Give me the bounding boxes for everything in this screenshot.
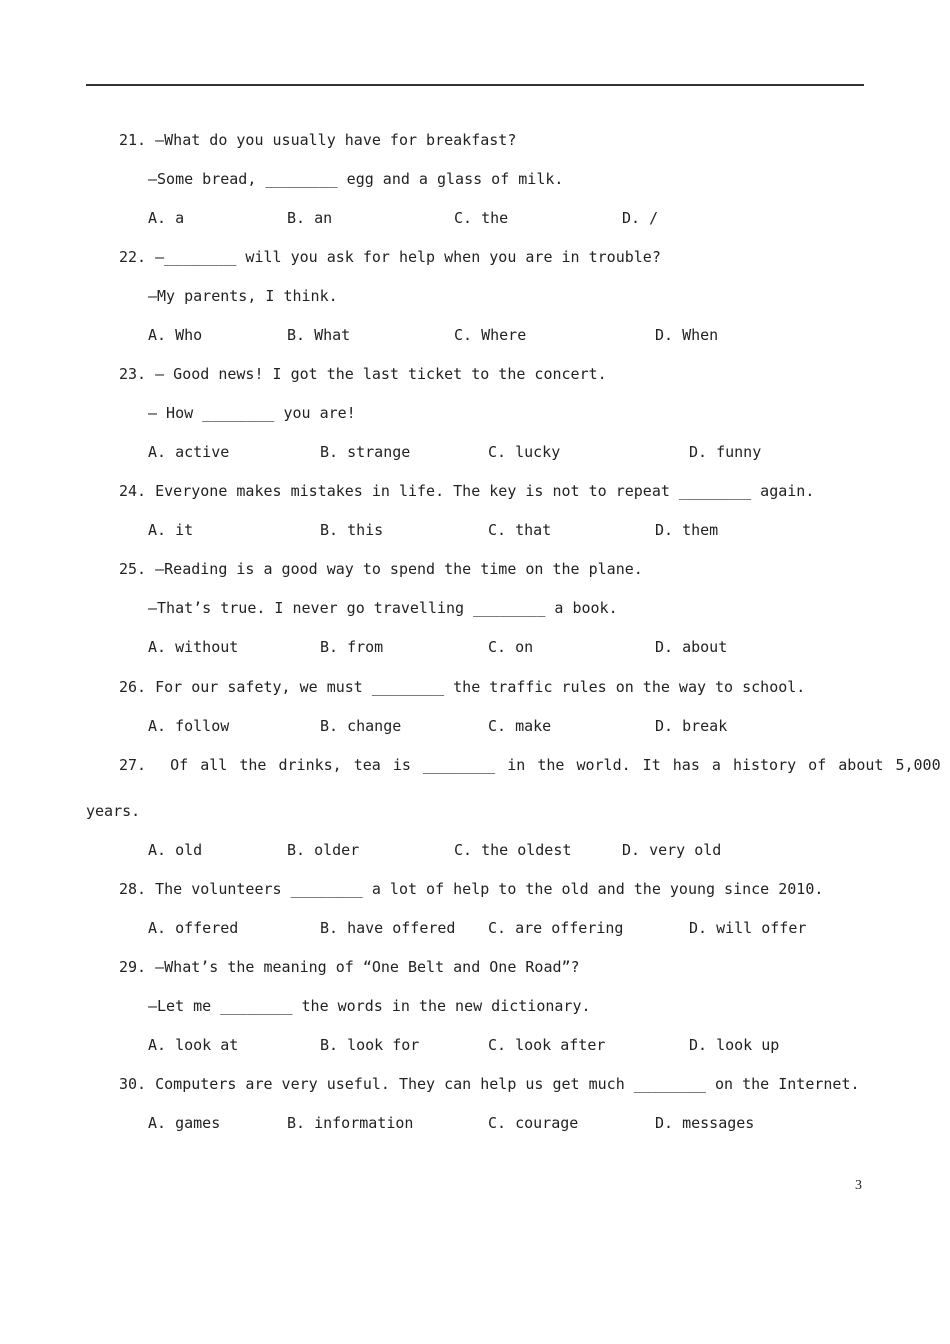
- question-26-option-a[interactable]: A. follow: [148, 717, 230, 735]
- question-27-continuation: years.: [86, 802, 141, 820]
- question-24-option-c[interactable]: C. that: [488, 521, 552, 539]
- question-30-stem: 30. Computers are very useful. They can help us get much ________ on the Internet.: [119, 1075, 860, 1093]
- question-26-option-b[interactable]: B. change: [320, 717, 402, 735]
- question-21-stem: 21. —What do you usually have for breakfast?: [119, 131, 517, 149]
- question-30-option-a[interactable]: A. games: [148, 1114, 221, 1132]
- question-28-option-b[interactable]: B. have offered: [320, 919, 456, 937]
- question-24-stem: 24. Everyone makes mistakes in life. The key is not to repeat ________ again.: [119, 482, 815, 500]
- question-25-option-c[interactable]: C. on: [488, 638, 534, 656]
- question-27-option-a[interactable]: A. old: [148, 841, 203, 859]
- header-rule: [86, 84, 864, 86]
- question-26-option-c[interactable]: C. make: [488, 717, 552, 735]
- question-29-option-c[interactable]: C. look after: [488, 1036, 606, 1054]
- page-number: 3: [855, 1178, 862, 1193]
- question-22-option-a[interactable]: A. Who: [148, 326, 203, 344]
- question-23-option-a[interactable]: A. active: [148, 443, 230, 461]
- question-28-stem: 28. The volunteers ________ a lot of help to the old and the young since 2010.: [119, 880, 824, 898]
- question-22-reply: —My parents, I think.: [148, 287, 338, 305]
- question-27-option-c[interactable]: C. the oldest: [454, 841, 572, 859]
- question-30-option-c[interactable]: C. courage: [488, 1114, 579, 1132]
- question-24-option-d[interactable]: D. them: [655, 521, 719, 539]
- question-26-stem: 26. For our safety, we must ________ the traffic rules on the way to school.: [119, 678, 806, 696]
- question-24-option-b[interactable]: B. this: [320, 521, 384, 539]
- question-21-reply: —Some bread, ________ egg and a glass of milk.: [148, 170, 564, 188]
- question-23-reply: — How ________ you are!: [148, 404, 356, 422]
- question-25-stem: 25. —Reading is a good way to spend the time on the plane.: [119, 560, 643, 578]
- question-29-reply: —Let me ________ the words in the new dictionary.: [148, 997, 591, 1015]
- question-23-option-d[interactable]: D. funny: [689, 443, 762, 461]
- question-25-option-d[interactable]: D. about: [655, 638, 728, 656]
- question-29-option-a[interactable]: A. look at: [148, 1036, 239, 1054]
- question-27-option-d[interactable]: D. very old: [622, 841, 722, 859]
- question-30-option-d[interactable]: D. messages: [655, 1114, 755, 1132]
- question-22-stem: 22. —________ will you ask for help when you are in trouble?: [119, 248, 661, 266]
- question-22-option-b[interactable]: B. What: [287, 326, 351, 344]
- question-21-option-b[interactable]: B. an: [287, 209, 333, 227]
- question-28-option-a[interactable]: A. offered: [148, 919, 239, 937]
- question-23-option-b[interactable]: B. strange: [320, 443, 411, 461]
- question-23-stem: 23. — Good news! I got the last ticket to the concert.: [119, 365, 607, 383]
- question-21-option-d[interactable]: D. /: [622, 209, 659, 227]
- question-22-option-c[interactable]: C. Where: [454, 326, 527, 344]
- question-23-option-c[interactable]: C. lucky: [488, 443, 561, 461]
- question-26-option-d[interactable]: D. break: [655, 717, 728, 735]
- question-29-option-d[interactable]: D. look up: [689, 1036, 780, 1054]
- question-29-stem: 29. —What’s the meaning of “One Belt and One Road”?: [119, 958, 580, 976]
- question-29-option-b[interactable]: B. look for: [320, 1036, 420, 1054]
- question-21-option-c[interactable]: C. the: [454, 209, 509, 227]
- question-24-option-a[interactable]: A. it: [148, 521, 194, 539]
- question-27-option-b[interactable]: B. older: [287, 841, 360, 859]
- question-30-option-b[interactable]: B. information: [287, 1114, 414, 1132]
- question-21-option-a[interactable]: A. a: [148, 209, 185, 227]
- question-25-option-a[interactable]: A. without: [148, 638, 239, 656]
- question-25-option-b[interactable]: B. from: [320, 638, 384, 656]
- question-28-option-d[interactable]: D. will offer: [689, 919, 807, 937]
- question-25-reply: —That’s true. I never go travelling ________ a book.: [148, 599, 618, 617]
- question-28-option-c[interactable]: C. are offering: [488, 919, 624, 937]
- question-27-stem: 27. Of all the drinks, tea is ________ in the world. It has a history of about 5,000: [119, 756, 941, 774]
- question-22-option-d[interactable]: D. When: [655, 326, 719, 344]
